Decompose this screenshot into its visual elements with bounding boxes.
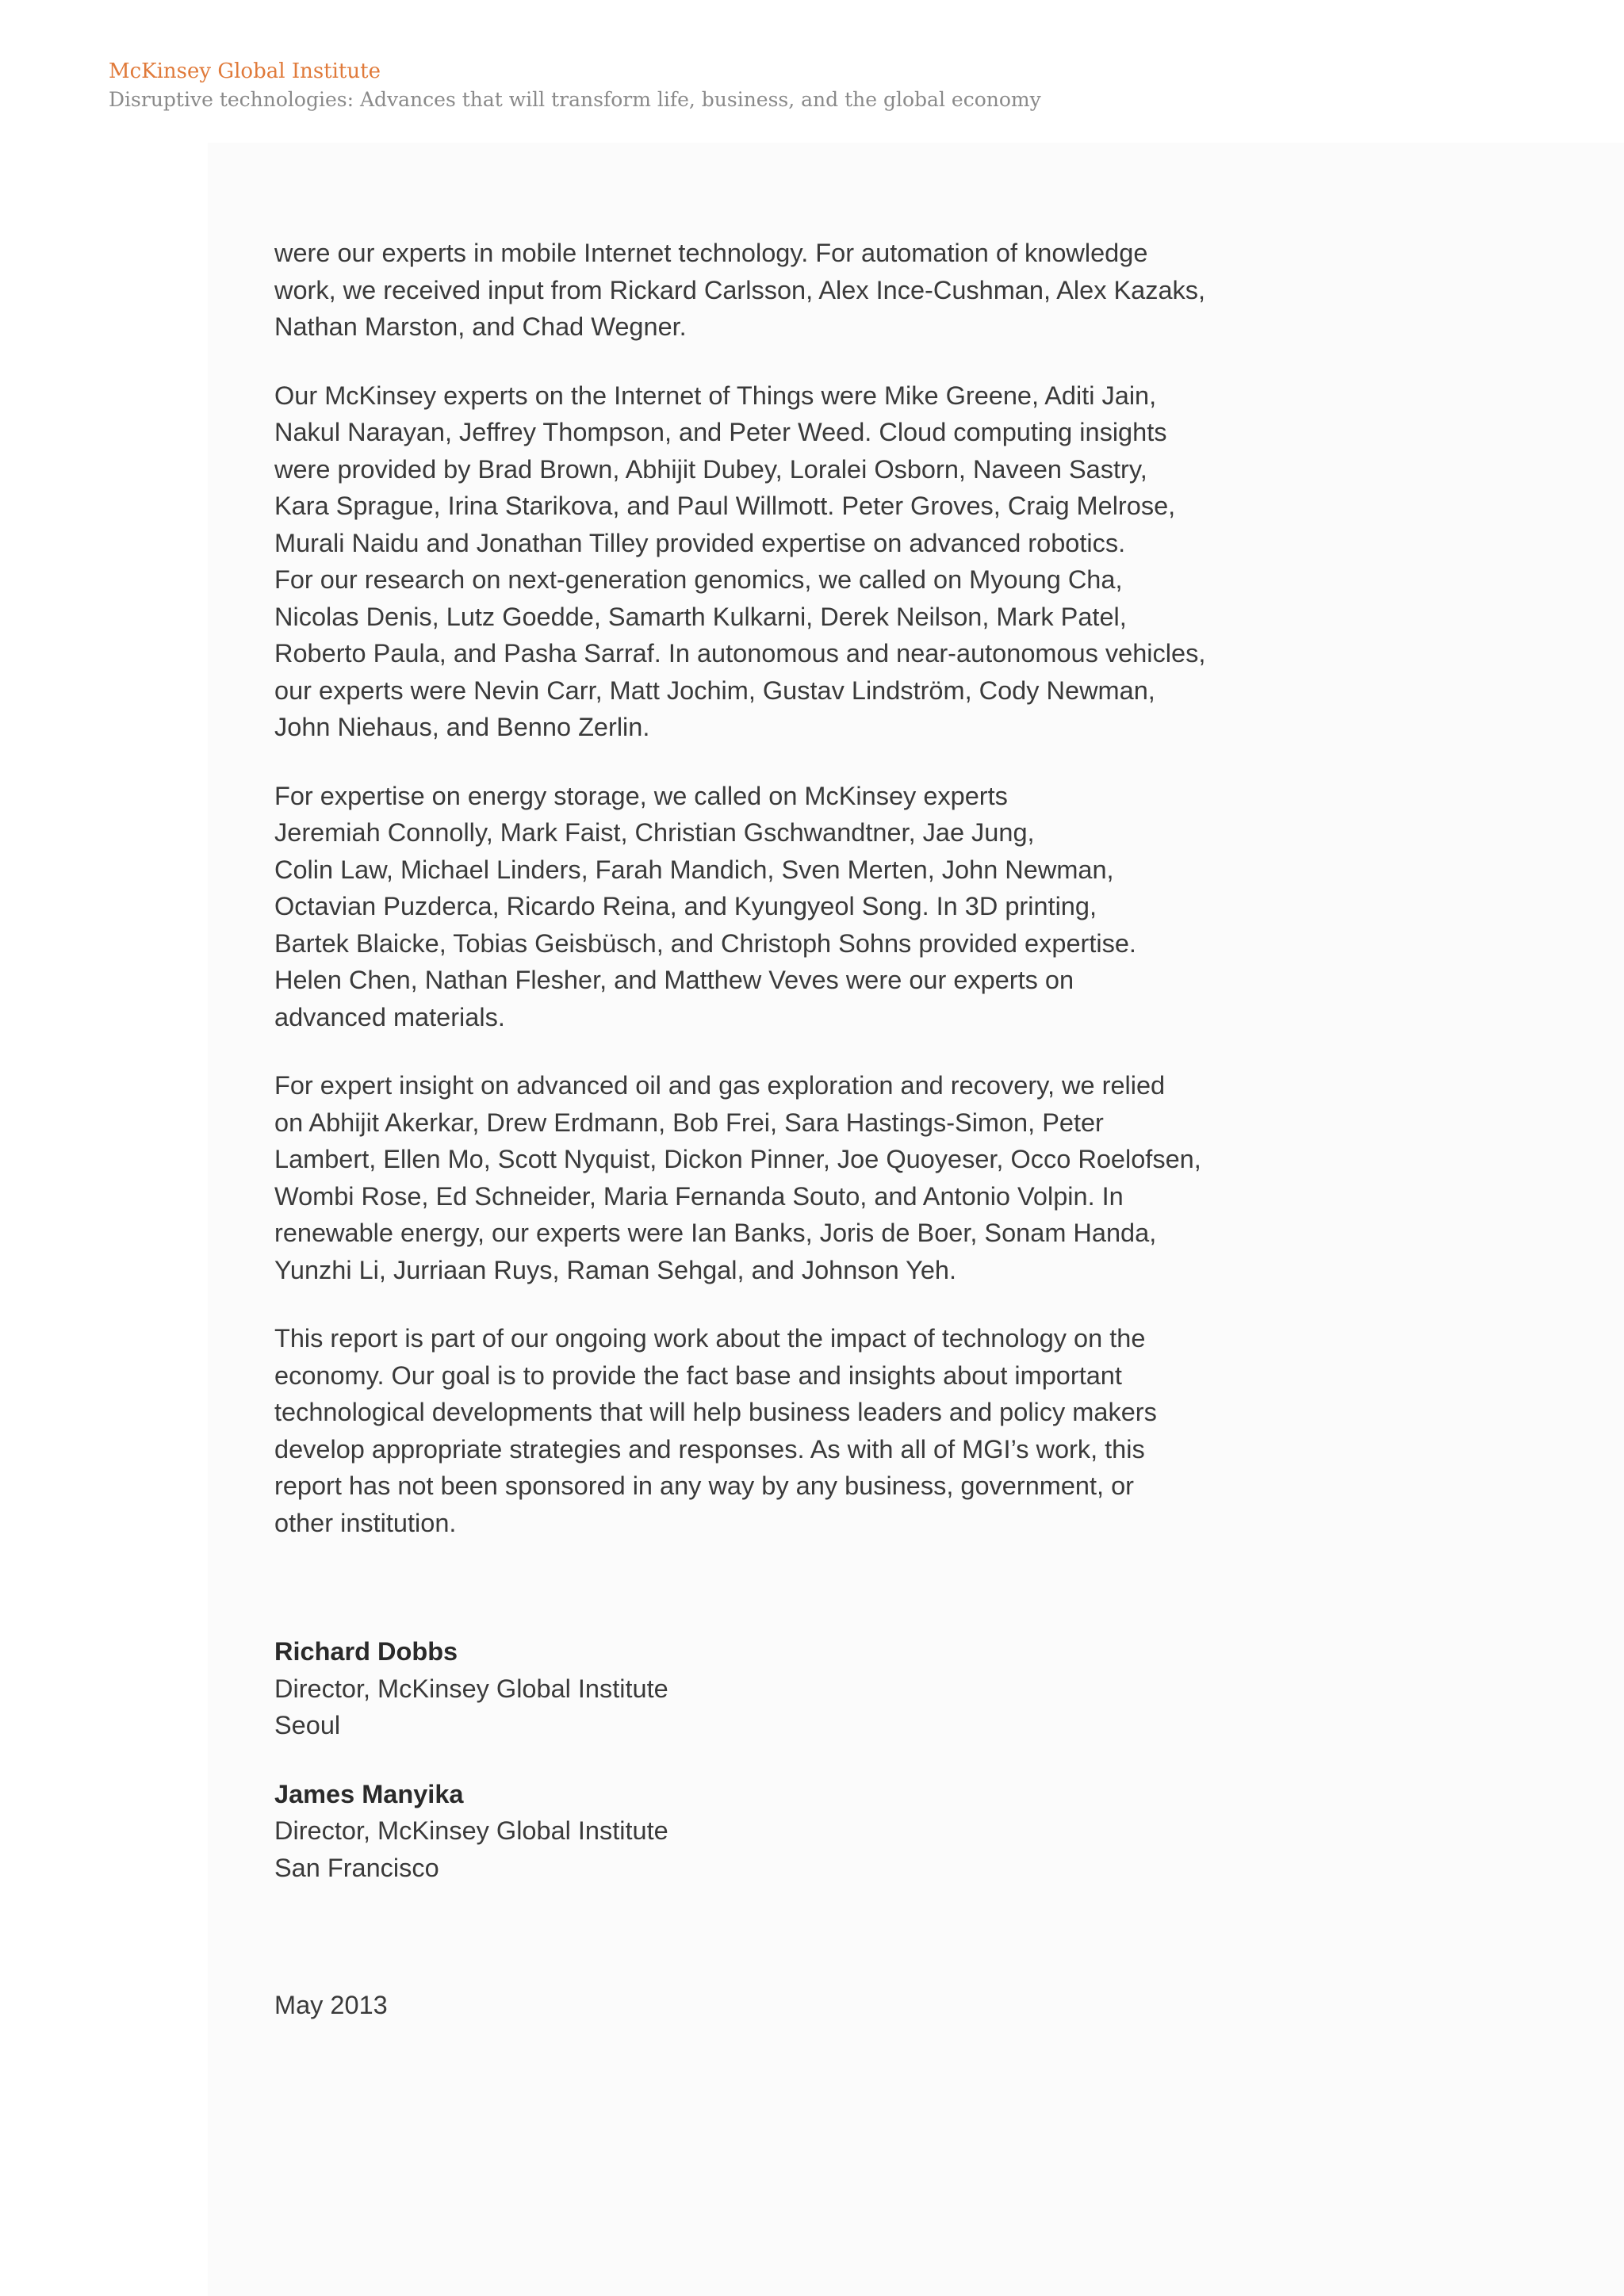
body-text [274,235,1353,1573]
signature-block [274,1633,1226,1918]
running-header [109,57,1377,114]
signer-title: Director, McKinsey Global Institute [274,1816,668,1845]
header-organization: McKinsey Global Institute [109,59,381,83]
paragraph-mobile-knowledge: were our experts in mobile Internet technology. For automation of knowledge work, we received input from Rickard Carlsson, Alex Ince-Cushman, Alex Kazaks, Nathan Marston, and Chad Wegner. [274,239,1206,341]
signer-name: James Manyika [274,1779,464,1808]
signer-location: Seoul [274,1711,341,1739]
header-report-title: Disruptive technologies: Advances that will transform life, business, and the global economy [109,88,1041,111]
signer-name: Richard Dobbs [274,1637,458,1666]
signer-james-manyika [274,1776,1226,1887]
paragraph-iot-cloud-robotics: Our McKinsey experts on the Internet of Things were Mike Greene, Aditi Jain, Nakul Narayan, Jeffrey Thompson, and Peter Weed. Cloud computing insights were provided by Brad Brown, Abhijit Dubey, Loralei Osborn, Naveen Sastry, Kara Sprague, Irina Starikova, and Paul Willmott. Peter Groves, Craig Melrose, Murali Naidu and Jonathan Tilley provided expertise on advanced robotics. For our research on next-generation genomics, we called on Myoung Cha, Nicolas Denis, Lutz Goedde, Samarth Kulkarni, Derek Neilson, Mark Patel, Roberto Paula, and Pasha Sarraf. In autonomous and near-autonomous vehicles, our experts were Nevin Carr, Matt Jochim, Gustav Lindström, Cody Newman, John Niehaus, and Benno Zerlin. [274,381,1206,741]
paragraph-report-purpose: This report is part of our ongoing work about the impact of technology on the economy. Our goal is to provide the fact base and insights about important technological developments that will help business leaders and policy makers develop appropriate strategies and responses. As with all of MGI’s work, this report has not been sponsored in any way by any business, government, or other institution. [274,1324,1157,1537]
signer-richard-dobbs [274,1633,1226,1744]
signer-location: San Francisco [274,1853,439,1882]
paragraph-energy-storage: For expertise on energy storage, we called on McKinsey experts Jeremiah Connolly, Mark Faist, Christian Gschwandtner, Jae Jung, Colin Law, Michael Linders, Farah Mandich, Sven Merten, John Newman, Octavian Puzderca, Ricardo Reina, and Kyungyeol Song. In 3D printing, Bartek Blaicke, Tobias Geisbüsch, and Christoph Sohns provided expertise. Helen Chen, Nathan Flesher, and Matthew Veves were our experts on advanced materials. [274,781,1136,1031]
document-date: May 2013 [274,1991,388,2019]
paragraph-oil-gas-renewables: For expert insight on advanced oil and gas exploration and recovery, we relied on Abhijit Akerkar, Drew Erdmann, Bob Frei, Sara Hastings-Simon, Peter Lambert, Ellen Mo, Scott Nyquist, Dickon Pinner, Joe Quoyeser, Occo Roelofsen, Wombi Rose, Ed Schneider, Maria Fernanda Souto, and Antonio Volpin. In renewable energy, our experts were Ian Banks, Joris de Boer, Sonam Handa, Yunzhi Li, Jurriaan Ruys, Raman Sehgal, and Johnson Yeh. [274,1071,1201,1284]
signer-title: Director, McKinsey Global Institute [274,1674,668,1703]
